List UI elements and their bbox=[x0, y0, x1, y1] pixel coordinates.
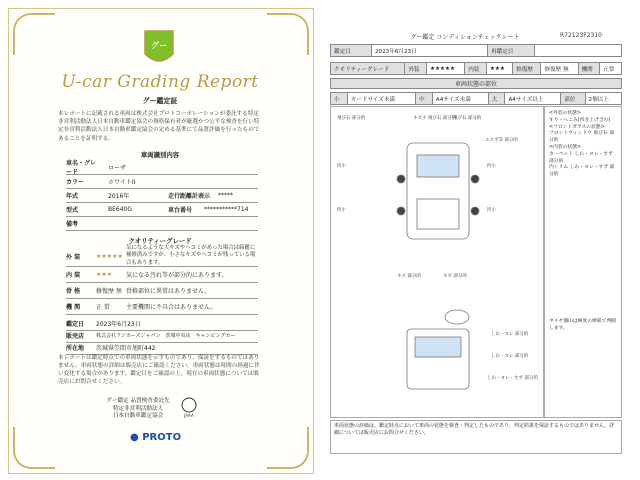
notes-text: 本レポートは鑑定時点での車両状態を示すものであり、保証をするものではありません。車両状態の詳細は販売店にご確認ください。車両状態は時間の経過に伴い変化する場合があります。鑑定日をご確認の上、現在の車両状態については販売店にお問合せください。 bbox=[58, 355, 260, 385]
row-color bbox=[66, 174, 258, 189]
model-label: 型式 bbox=[66, 206, 79, 214]
chassis-value: ***********714 bbox=[204, 205, 249, 213]
date-label: 鑑定日 bbox=[66, 320, 85, 328]
engine-status: 正 常 bbox=[96, 303, 110, 311]
frame-desc: 骨格部位に異常はありません。 bbox=[126, 287, 211, 295]
size-table bbox=[330, 92, 622, 105]
row-year bbox=[66, 188, 258, 203]
engine-desc: 主要機関に不具合はありません。 bbox=[126, 303, 217, 311]
footer-org bbox=[88, 398, 188, 421]
diagram-label: 凹小 bbox=[337, 164, 346, 169]
size-l-desc: A4サイズ以上 bbox=[505, 93, 561, 105]
shop-value: 株式会社フジカーズジャパン 茨城中央店 キャンピングカー bbox=[96, 332, 236, 339]
row-engine bbox=[66, 298, 258, 315]
diagram-label: 飛び石 部分的 bbox=[337, 116, 366, 121]
mileage-value: ***** bbox=[218, 191, 233, 199]
legend-line: 内トリム しわ・ヨレ・すず 部分的 bbox=[549, 165, 615, 178]
row-model bbox=[66, 202, 258, 217]
date-label: 鑑定日 bbox=[331, 45, 372, 57]
report-subtitle: グー鑑定証 bbox=[142, 97, 178, 105]
row-exterior bbox=[66, 246, 258, 267]
date-value: 2023年6月23日 bbox=[96, 320, 141, 328]
footer-line: 特定非営利活動法人 bbox=[112, 405, 164, 412]
color-label: カラー bbox=[66, 178, 85, 186]
row-location bbox=[66, 340, 258, 355]
intro-text: 本レポートに記載される車両は株式会社プロトコーポレーションが委託する特定非営利活動法人日本自動車鑑定協会の資格保有者が厳選かつ公平な検査を行い特定非営利活動法人日本自動車鑑定協会の定める基準にて品質評価を行ったものであることを証明する。 bbox=[58, 111, 260, 142]
vehicle-section-title: 車両識別内容 bbox=[140, 151, 180, 159]
row-name bbox=[66, 160, 258, 175]
footer-line: 日本自動車鑑定協会 bbox=[112, 413, 164, 420]
engine-label: 機 関 bbox=[66, 303, 81, 311]
diagram-label: 凹小 bbox=[337, 208, 346, 213]
date-table bbox=[330, 44, 622, 57]
legend-line: すり・へこみ(凹き上げ含む) bbox=[549, 117, 611, 123]
svg-text:JAAA: JAAA bbox=[184, 413, 194, 418]
mileage-label: 走行距離計表示 bbox=[168, 192, 211, 200]
frame-status: 修復歴 無 bbox=[96, 287, 122, 295]
size-p-desc: 2個以上 bbox=[585, 93, 621, 105]
report-title: U-car Grading Report bbox=[61, 72, 259, 92]
ornament-corner bbox=[267, 13, 309, 55]
sheet-id: R72123F2310 bbox=[560, 32, 602, 39]
size-m-desc: A4サイズ未満 bbox=[432, 93, 488, 105]
legend-line: カーペット しわ・ヨレ・すず 部分的 bbox=[549, 151, 613, 164]
year-value: 2016年 bbox=[108, 192, 130, 200]
size-s-desc: カードサイズ未満 bbox=[347, 93, 415, 105]
remarks-label: 備考 bbox=[66, 220, 79, 228]
chassis-label: 車台番号 bbox=[168, 206, 193, 214]
footer-line: グー鑑定 品質検査委託先 bbox=[106, 398, 170, 404]
diagram-label: しわ・ヨレ・すず 部分的 bbox=[487, 376, 538, 381]
name-value: ローザ bbox=[108, 164, 127, 172]
legend-line: <外装の状態> bbox=[549, 111, 582, 116]
interior-label: 内 装 bbox=[66, 271, 81, 279]
quality-label: クオリティーグレード bbox=[331, 63, 405, 75]
exterior-stars: ★★★★★ bbox=[96, 252, 123, 260]
diagram-label: 凹小 bbox=[487, 208, 496, 213]
vehicle-diagram bbox=[330, 106, 544, 418]
diagram-label: しわ・ヨレ 部分的 bbox=[491, 332, 529, 337]
redate-value bbox=[535, 45, 622, 57]
size-m: 中 bbox=[416, 93, 433, 105]
legend-line: タイヤ溝山は極度の摩耗で判断します。 bbox=[549, 318, 617, 331]
ext-stars: ★★★★★ bbox=[426, 63, 464, 75]
interior-stars: ★★★ bbox=[96, 270, 113, 278]
frame-value: 修復歴 無 bbox=[541, 63, 578, 75]
ornament-corner bbox=[13, 427, 55, 469]
vehicle-outline-icon bbox=[331, 107, 543, 417]
panel-title: 車両状態の部位 bbox=[330, 78, 622, 89]
grade-table bbox=[330, 62, 622, 75]
name-label: 車名・グレード bbox=[66, 160, 97, 176]
disclaimer: 車両状態の評価は、鑑定時点において車両の状態を検査・判定したものであり、判定結果を保証するものではありません。詳細については販売店にお問合せください。 bbox=[330, 420, 622, 454]
model-value: BE640G bbox=[108, 205, 133, 213]
row-frame bbox=[66, 282, 258, 299]
engine-label: 機関 bbox=[578, 63, 600, 75]
size-p: 部位 bbox=[561, 93, 585, 105]
diagram-label: 飛び石 部分的 bbox=[453, 116, 482, 121]
interior-desc: 気になる汚れ等が部分的にあります。 bbox=[126, 271, 228, 279]
sheet-title: グー鑑定 コンディションチェックシート bbox=[410, 34, 520, 41]
redate-label: 再鑑定日 bbox=[488, 45, 535, 57]
legend-line: <内装の状態> bbox=[549, 144, 582, 150]
date-value: 2023年6月23日 bbox=[372, 45, 488, 57]
row-remarks bbox=[66, 216, 258, 231]
proto-logo: ● PROTO bbox=[130, 432, 182, 443]
exterior-desc: 気になるような大キズやヘコミがあった場合は綺麗に補修済みですが、小さなキズやヘコミが残っている場合もあります。 bbox=[126, 245, 256, 266]
goo-badge-icon bbox=[142, 28, 176, 68]
frame-label: 修復歴 bbox=[513, 63, 541, 75]
color-value: ホワイトII bbox=[108, 178, 136, 186]
ornament-corner bbox=[267, 427, 309, 469]
engine-value: 正常 bbox=[600, 63, 622, 75]
diagram-label: 凹小 bbox=[487, 164, 496, 169]
diagram-label: キズ小 飛び石 部分的 bbox=[413, 116, 457, 121]
grade-section-title: クオリティーグレード bbox=[128, 237, 192, 245]
location-value: 茨城県笠間市旭町442 bbox=[96, 344, 156, 352]
size-l: 大 bbox=[488, 93, 505, 105]
int-label: 内装 bbox=[465, 63, 487, 75]
frame-label: 骨 格 bbox=[66, 287, 81, 295]
int-stars: ★★★ bbox=[486, 63, 512, 75]
exterior-label: 外 装 bbox=[66, 253, 81, 261]
condition-legend bbox=[544, 106, 622, 418]
legend-line: <フロントガラスの状態> bbox=[549, 124, 605, 130]
ornament-corner bbox=[13, 13, 55, 55]
size-s: 小 bbox=[331, 93, 348, 105]
location-label: 所在地 bbox=[66, 344, 85, 352]
diagram-label: キズ 部分的 bbox=[443, 274, 467, 279]
ext-label: 外装 bbox=[405, 63, 427, 75]
diagram-label: キズ 部分的 bbox=[397, 274, 421, 279]
svg-text:グー: グー bbox=[151, 41, 167, 50]
jaaa-logo-icon bbox=[178, 396, 200, 418]
diagram-label: しわ・ヨレ 部分的 bbox=[491, 354, 529, 359]
row-interior bbox=[66, 266, 258, 283]
year-label: 年式 bbox=[66, 192, 79, 200]
shop-label: 販売店 bbox=[66, 332, 85, 340]
diagram-label: エクボ等 部分的 bbox=[485, 138, 518, 143]
legend-line: フロントウィンドウ 飛び石 部分的 bbox=[549, 131, 615, 144]
